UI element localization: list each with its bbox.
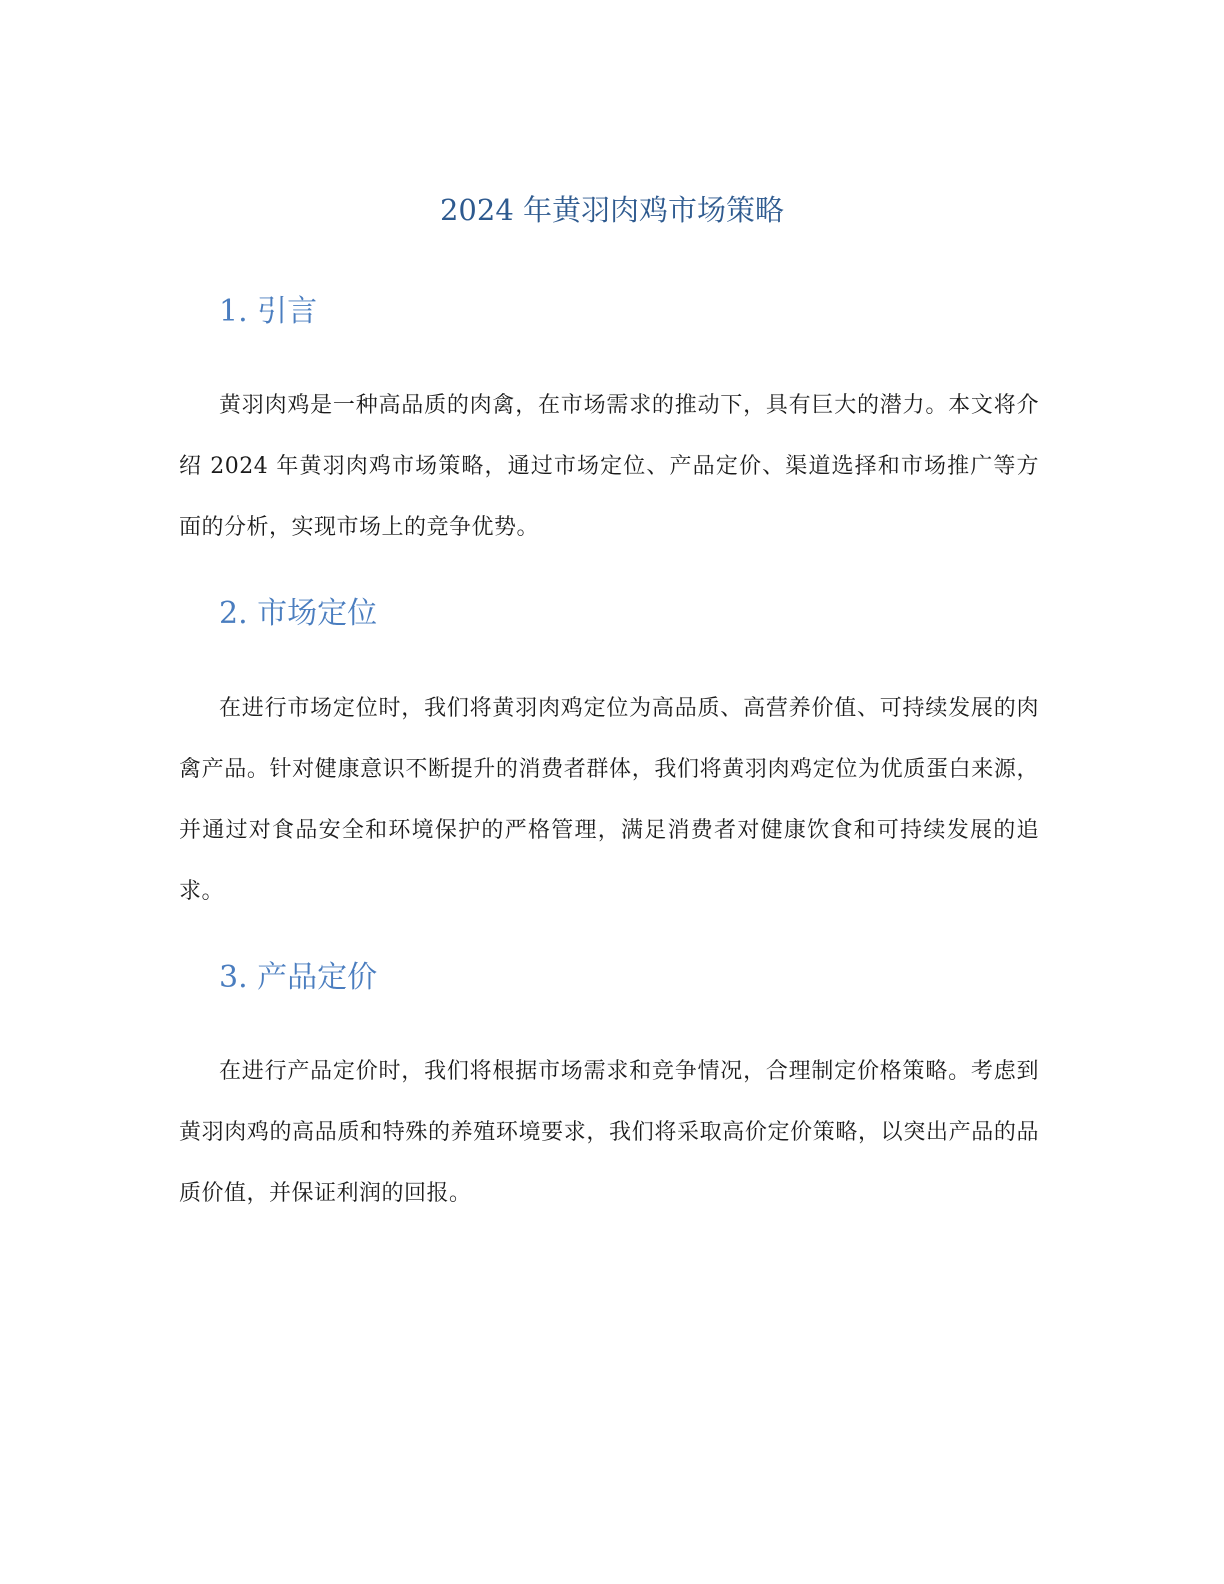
section-heading-introduction: 1. 引言	[219, 294, 318, 329]
section-heading-product-pricing: 3. 产品定价	[219, 960, 378, 995]
section-heading-market-positioning: 2. 市场定位	[219, 596, 378, 631]
document-title: 2024 年黄羽肉鸡市场策略	[439, 193, 785, 227]
section-paragraph-introduction: 黄羽肉鸡是一种高品质的肉禽，在市场需求的推动下，具有巨大的潜力。本文将介绍 2024 年黄羽肉鸡市场策略，通过市场定位、产品定价、渠道选择和市场推广等方面的分析，实现市场上的竞争优势。	[179, 393, 1039, 540]
section-paragraph-market-positioning: 在进行市场定位时，我们将黄羽肉鸡定位为高品质、高营养价值、可持续发展的肉禽产品。针对健康意识不断提升的消费者群体，我们将黄羽肉鸡定位为优质蛋白来源，并通过对食品安全和环境保护的严格管理，满足消费者对健康饮食和可持续发展的追求。	[179, 696, 1039, 904]
section-paragraph-product-pricing: 在进行产品定价时，我们将根据市场需求和竞争情况，合理制定价格策略。考虑到黄羽肉鸡的高品质和特殊的养殖环境要求，我们将采取高价定价策略，以突出产品的品质价值，并保证利润的回报。	[179, 1059, 1039, 1206]
